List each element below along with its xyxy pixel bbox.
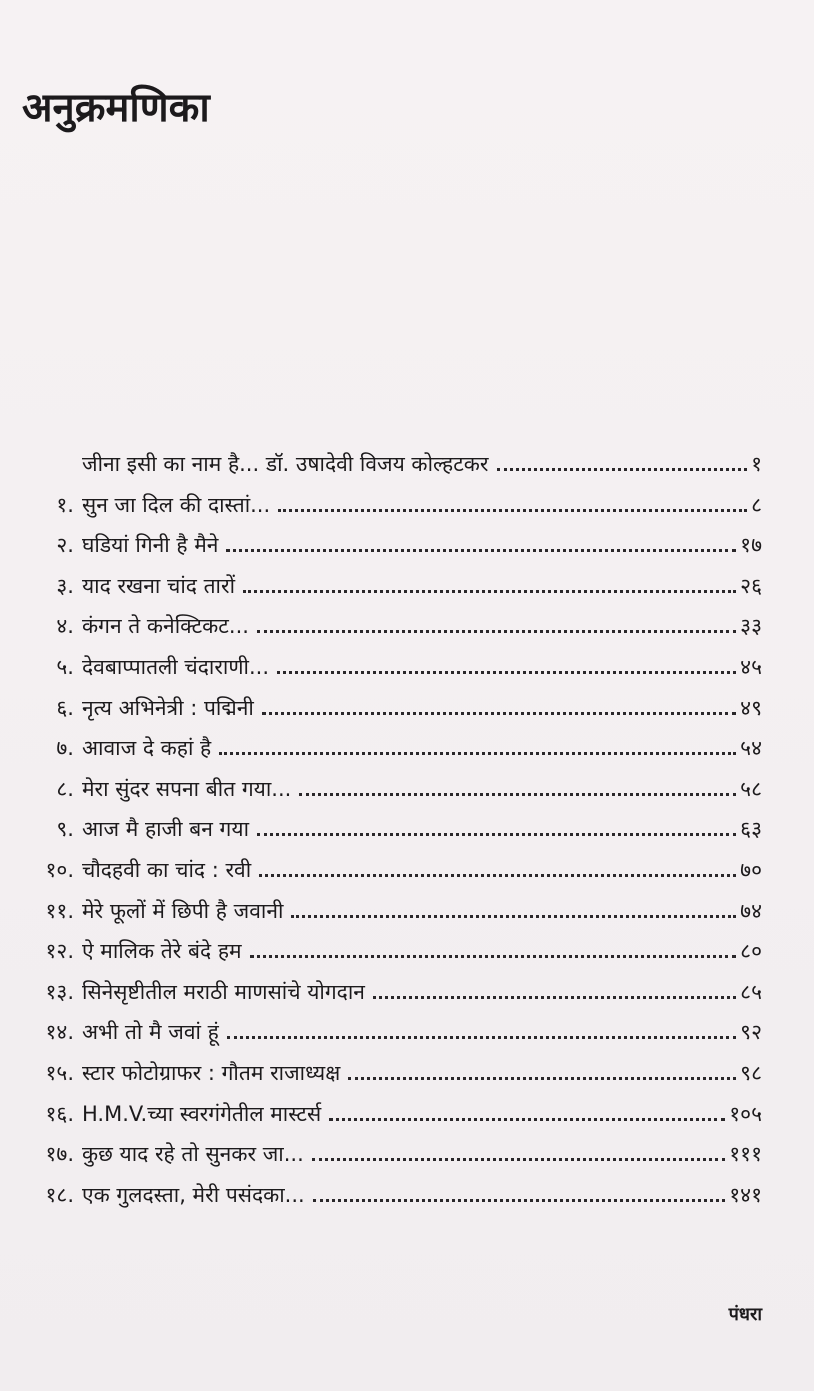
dot-leader [277,671,736,674]
dot-leader [227,1036,736,1039]
toc-entry [0,438,814,478]
toc-entry-number: १५. [45,1061,74,1085]
dot-leader [257,630,736,633]
dot-leader [278,509,747,512]
toc-entry-page-number: ७० [740,858,762,882]
toc-entry-number: ४. [56,614,74,639]
toc-entry-number: ५. [56,655,74,679]
toc-entry [0,479,814,519]
toc-entry-title: कुछ याद रहे तो सुनकर जा... [82,1142,304,1167]
dot-leader [250,955,737,958]
dot-leader [259,874,736,877]
toc-entry-page-number: २६ [740,573,762,598]
toc-entry-title: मेरा सुंदर सपना बीत गया... [82,776,292,801]
dot-leader [299,793,736,796]
toc-entry-page-number: १११ [729,1142,762,1167]
toc-entry-number: १४. [45,1020,74,1045]
dot-leader [313,1199,726,1202]
toc-entry [0,803,814,843]
toc-entry-page-number: १७ [740,533,762,558]
toc-entry-page-number: ३३ [740,614,762,639]
dot-leader [219,752,736,755]
toc-entry [0,1169,814,1209]
toc-entry-number: २. [56,533,74,558]
toc-entry [0,519,814,559]
toc-entry-title: घडियां गिनी है मैने [82,533,219,558]
toc-entry [0,925,814,965]
toc-entry [0,560,814,600]
dot-leader [373,996,736,999]
toc-entry-page-number: १ [751,452,762,476]
toc-entry-number: १. [56,492,74,517]
toc-entry-page-number: ९२ [740,1020,762,1045]
toc-entry-number: १३. [45,979,74,1004]
toc-entry [0,1047,814,1087]
toc-entry-title: अभी तो मै जवां हूं [82,1020,219,1045]
toc-entry [0,641,814,681]
toc-entry-number: ७. [56,736,74,761]
dot-leader [348,1077,736,1080]
toc-entry-title: ऐ मालिक तेरे बंदे हम [82,939,242,964]
toc-entry [0,966,814,1006]
dot-leader [243,590,736,593]
toc-entry-number: ९. [56,817,74,842]
toc-entry [0,1088,814,1128]
dot-leader [257,833,736,836]
toc-entry [0,600,814,640]
toc-entry-number: ८. [56,776,74,801]
toc-entry-title: एक गुलदस्ता, मेरी पसंदका... [82,1182,305,1207]
toc-entry-page-number: ८५ [740,979,762,1004]
dot-leader [329,1118,725,1121]
toc-entry-title: चौदहवी का चांद : रवी [82,858,252,882]
toc-entry-title: सुन जा दिल की दास्तां... [82,492,271,517]
toc-entry [0,1128,814,1168]
toc-entry-number: ११. [45,898,74,923]
toc-entry [0,722,814,762]
toc-entry-page-number: ७४ [740,898,762,923]
toc-entry [0,885,814,925]
toc-entry-page-number: १०५ [729,1101,762,1126]
toc-entry [0,1006,814,1046]
toc-entry-title: स्टार फोटोग्राफर : गौतम राजाध्यक्ष [82,1061,341,1085]
toc-entry [0,844,814,884]
toc-entry-page-number: १४१ [729,1182,762,1207]
dot-leader [312,1158,725,1161]
toc-entry-title: जीना इसी का नाम है... डॉ. उषादेवी विजय कोल्हटकर [82,452,489,476]
toc-entry-title: सिनेसृष्टीतील मराठी माणसांचे योगदान [82,979,365,1004]
dot-leader [226,549,736,552]
toc-entry-number: १८. [45,1182,74,1207]
toc-entry-title: मेरे फूलों में छिपी है जवानी [82,898,284,923]
toc-entry-page-number: ८० [740,939,762,964]
toc-entry-number: १६. [45,1101,74,1126]
dot-leader [262,712,736,715]
toc-entry-page-number: ५४ [740,736,762,761]
toc-entry [0,682,814,722]
toc-entry-page-number: ८ [751,492,762,517]
toc-entry-number: ३. [56,573,74,598]
toc-entry-number: १०. [45,858,74,882]
toc-entry-number: ६. [56,695,74,720]
toc-entry-number: १२. [45,939,74,964]
page-heading: अनुक्रमणिका [22,85,210,131]
toc-entry-title: आवाज दे कहां है [82,736,212,761]
toc-entry-page-number: ९८ [740,1061,762,1085]
toc-entry-number: १७. [45,1142,74,1167]
toc-entry-page-number: ५८ [740,776,762,801]
page-footer-number: पंधरा [728,1304,762,1325]
toc-entry-title: कंगन ते कनेक्टिकट... [82,614,249,639]
toc-entry-page-number: ४५ [740,655,762,679]
dot-leader [497,468,748,471]
toc-entry-page-number: ६३ [740,817,762,842]
toc-entry-title: H.M.V.च्या स्वरगंगेतील मास्टर्स [82,1101,322,1126]
toc-entry-title: याद रखना चांद तारों [82,573,236,598]
toc-entry-page-number: ४९ [740,695,762,720]
toc-entry-title: देवबाप्पातली चंदाराणी... [82,655,270,679]
toc-entry-title: नृत्य अभिनेत्री : पद्मिनी [82,695,254,720]
toc-entry [0,763,814,803]
dot-leader [291,915,736,918]
toc-entry-title: आज मै हाजी बन गया [82,817,250,842]
